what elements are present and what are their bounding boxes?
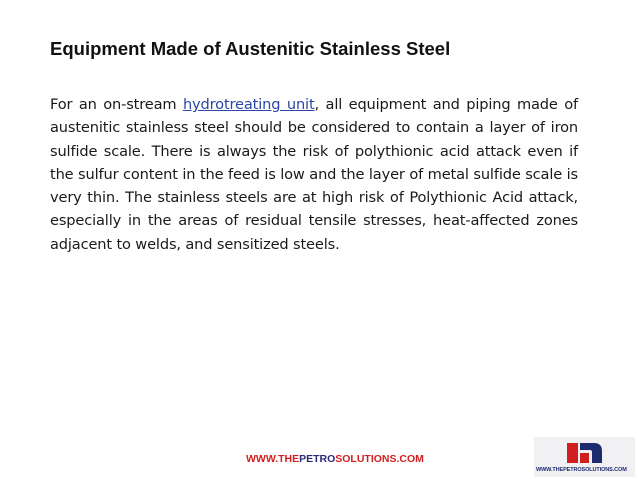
body-text-rest: , all equipment and piping made of austenitic stainless steel should be considered to contain a layer of iron sulfide scale. There is always the risk of polythionic acid attack even if the sulfur content in the feed is low and the layer of metal sulfide scale is very thin. The stainless steels are at high risk of Polythionic Acid attack, especially in the areas of residual tensile stresses, heat-affected zones adjacent to welds, and sensitized steels. [50, 96, 579, 253]
footer-url-part-petro: PETRO [299, 453, 336, 465]
logo-caption: WWW.THEPETROSOLUTIONS.COM [536, 467, 627, 473]
slide-title: Equipment Made of Austenitic Stainless Steel [50, 38, 451, 59]
petrosolutions-logo-icon [564, 439, 604, 465]
hydrotreating-unit-link[interactable]: hydrotreating unit [182, 96, 315, 113]
company-logo [534, 437, 635, 477]
slide-body-text [50, 93, 578, 256]
footer-website-url[interactable] [246, 453, 424, 465]
body-text-intro: For an on-stream [50, 96, 183, 113]
footer-url-part-www: WWW.THE [246, 453, 300, 465]
footer-url-part-solutions: SOLUTIONS.COM [335, 453, 424, 465]
